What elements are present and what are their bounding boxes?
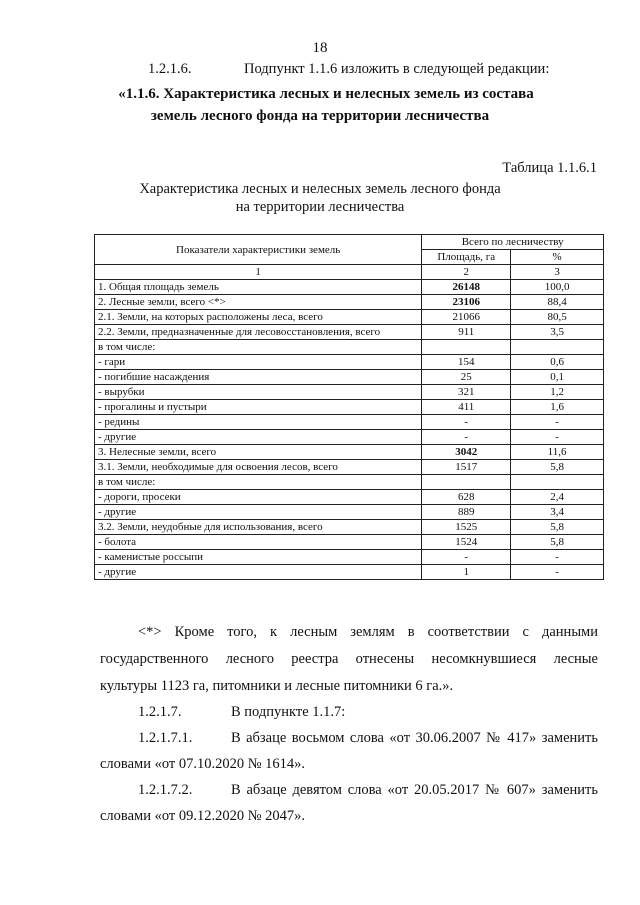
page-number: 18 [312,40,328,56]
row-percent: 5,8 [511,460,604,475]
row-area: - [422,550,511,565]
row-percent [511,340,604,355]
table-row [95,385,604,400]
row-label: - вырубки [95,385,422,400]
clause-text-line2: словами «от 09.12.2020 № 2047». [100,808,306,824]
table-row [95,400,604,415]
row-percent [511,475,604,490]
row-percent: - [511,565,604,580]
row-label: 2.2. Земли, предназначенные для лесовосстановления, всего [95,325,422,340]
table-row [95,370,604,385]
row-label: - другие [95,430,422,445]
header-total: Всего по лесничеству [422,235,604,250]
row-label: 1. Общая площадь земель [95,280,422,295]
table-row [95,295,604,310]
table-title-line1: Характеристика лесных и нелесных земель лесного фонда [139,181,501,197]
row-label: - дороги, просеки [95,490,422,505]
row-percent: 3,5 [511,325,604,340]
row-label: 2. Лесные земли, всего <*> [95,295,422,310]
row-area: 628 [422,490,511,505]
table-row [95,505,604,520]
table-row [95,520,604,535]
row-percent: 5,8 [511,520,604,535]
row-area: 411 [422,400,511,415]
row-area: 1524 [422,535,511,550]
row-area: 1525 [422,520,511,535]
row-area: - [422,415,511,430]
clause-number: 1.2.1.7.1. [138,730,193,746]
clause-text-line1: В абзаце девятом слова «от 20.05.2017 № 607» заменить [231,782,598,798]
row-percent: - [511,430,604,445]
row-percent: 80,5 [511,310,604,325]
row-area: 321 [422,385,511,400]
row-label: - погибшие насаждения [95,370,422,385]
table-row [95,445,604,460]
row-area: 21066 [422,310,511,325]
row-label: - каменистые россыпи [95,550,422,565]
row-percent: 3,4 [511,505,604,520]
row-percent: 11,6 [511,445,604,460]
row-area: 3042 [422,445,511,460]
row-label: 3.2. Земли, неудобные для использования, всего [95,520,422,535]
row-percent: 100,0 [511,280,604,295]
table-title-line2: на территории лесничества [235,199,405,215]
footnote-line1: <*> Кроме того, к лесным землям в соответствии с данными [138,624,598,640]
row-area: 889 [422,505,511,520]
table-row [95,550,604,565]
row-percent: 0,1 [511,370,604,385]
row-label: в том числе: [95,340,422,355]
footnote-line2: государственного лесного реестра отнесены несомкнувшиеся лесные [100,651,598,667]
table-row [95,535,604,550]
row-percent: 1,2 [511,385,604,400]
row-area: 23106 [422,295,511,310]
row-label: - гари [95,355,422,370]
row-label: 3.1. Земли, необходимые для освоения лесов, всего [95,460,422,475]
row-label: - редины [95,415,422,430]
row-area: 1 [422,565,511,580]
row-label: - прогалины и пустыри [95,400,422,415]
row-area [422,340,511,355]
column-number: 1 [95,265,422,280]
table-row [95,415,604,430]
table-label: Таблица 1.1.6.1 [502,160,597,176]
footnote-line3: культуры 1123 га, питомники и лесные питомники 6 га.». [100,678,454,694]
row-area: 25 [422,370,511,385]
row-area: - [422,430,511,445]
row-percent: 2,4 [511,490,604,505]
intro-text: Подпункт 1.1.6 изложить в следующей редакции: [244,61,550,77]
table-row [95,460,604,475]
row-percent: 5,8 [511,535,604,550]
row-label: - другие [95,565,422,580]
header-area: Площадь, га [422,250,511,265]
row-area: 1517 [422,460,511,475]
column-number: 3 [511,265,604,280]
row-area: 26148 [422,280,511,295]
row-label: - другие [95,505,422,520]
land-characteristics-table [94,234,604,580]
row-percent: - [511,550,604,565]
row-percent: 1,6 [511,400,604,415]
section-heading-line2: земель лесного фонда на территории лесничества [150,108,490,124]
row-percent: - [511,415,604,430]
row-area: 154 [422,355,511,370]
table-row [95,475,604,490]
table-row [95,430,604,445]
column-number: 2 [422,265,511,280]
row-label: 3. Нелесные земли, всего [95,445,422,460]
row-area [422,475,511,490]
section-heading-line1: «1.1.6. Характеристика лесных и нелесных земель из состава [118,86,534,102]
clause-text: В подпункте 1.1.7: [231,704,346,720]
row-label: - болота [95,535,422,550]
row-percent: 0,6 [511,355,604,370]
row-percent: 88,4 [511,295,604,310]
table-row [95,310,604,325]
row-label: 2.1. Земли, на которых расположены леса, всего [95,310,422,325]
table-row [95,565,604,580]
table-row [95,280,604,295]
row-area: 911 [422,325,511,340]
table-column-numbers-row [95,265,604,280]
intro-number: 1.2.1.6. [148,61,192,77]
table-header-row [95,235,604,250]
table-row [95,325,604,340]
table-row [95,340,604,355]
clause-number: 1.2.1.7. [138,704,182,720]
table-row [95,490,604,505]
table-row [95,355,604,370]
header-percent: % [511,250,604,265]
clause-number: 1.2.1.7.2. [138,782,193,798]
header-indicators: Показатели характеристики земель [95,235,422,265]
row-label: в том числе: [95,475,422,490]
clause-text-line1: В абзаце восьмом слова «от 30.06.2007 № 417» заменить [231,730,598,746]
clause-text-line2: словами «от 07.10.2020 № 1614». [100,756,306,772]
